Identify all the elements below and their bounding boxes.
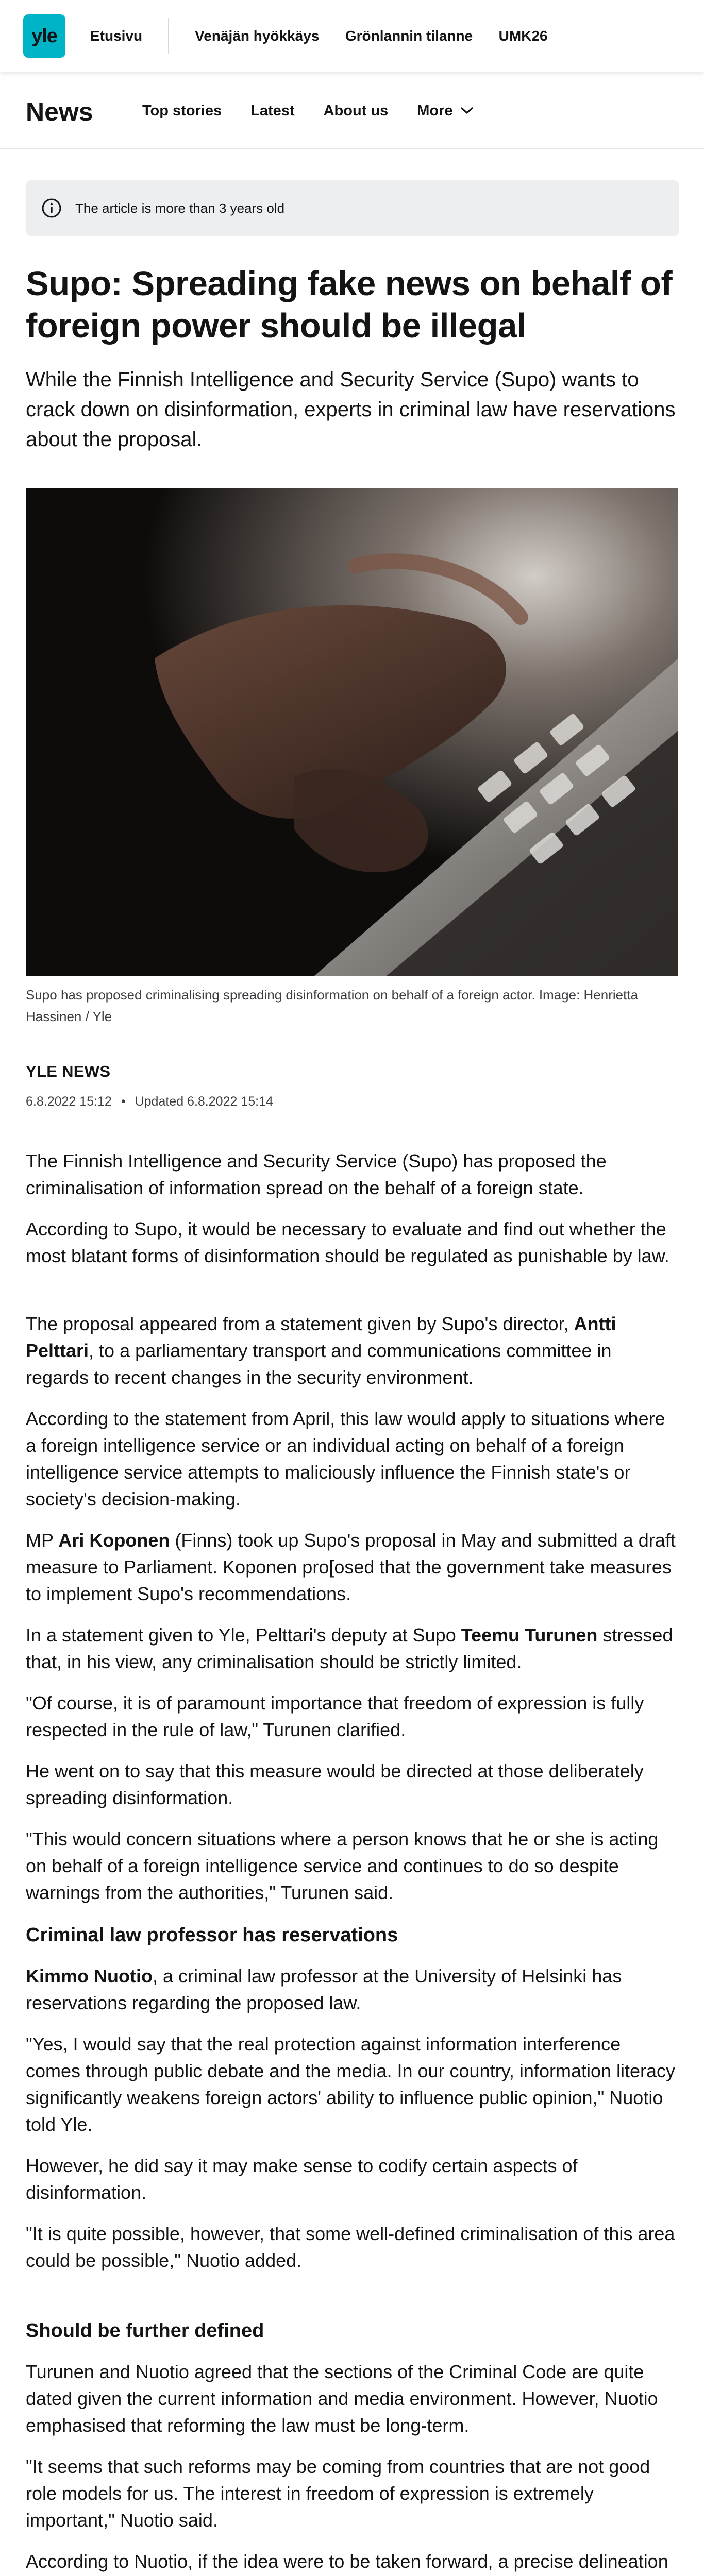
nav-divider	[168, 18, 169, 54]
yle-logo[interactable]: yle	[23, 14, 65, 58]
section-header	[0, 72, 704, 149]
published-date: 6.8.2022 15:12	[26, 1094, 112, 1109]
paragraph-9: "This would concern situations where a person knows that he or she is acting on behalf of a foreign intelligence service and continues to do so despite warnings from the authorities," Turunen said.	[26, 1828, 659, 1903]
date-separator: •	[121, 1094, 126, 1109]
nav-home-link[interactable]: Etusivu	[90, 28, 143, 44]
info-icon	[41, 198, 62, 218]
paragraph-5	[26, 1527, 679, 1607]
tab-about-us[interactable]: About us	[323, 102, 389, 119]
person-name: Ari Koponen	[58, 1530, 170, 1551]
paragraph-6-text-b: stressed that, in his view, any criminalisation should be strictly limited.	[26, 1624, 673, 1672]
paragraph-14: Turunen and Nuotio agreed that the sections of the Criminal Code are quite dated given the current information and media environment. However, Nuotio emphasised that reforming the law must be long-term.	[26, 2361, 658, 2436]
paragraph-3-text-a: The proposal appeared from a statement given by Supo's director,	[26, 1313, 574, 1334]
paragraph-12: However, he did say it may make sense to codify certain aspects of disinformation.	[26, 2155, 578, 2203]
image-caption: Supo has proposed criminalising spreading disinformation on behalf of a foreign actor. Image: Henrietta Hassinen / Yle	[26, 987, 639, 1024]
paragraph-15: "It seems that such reforms may be coming from countries that are not good role models for us. The interest in freedom of expression is extremely important," Nuotio said.	[26, 2456, 650, 2531]
paragraph-2: According to Supo, it would be necessary to evaluate and find out whether the most blatant forms of disinformation should be regulated as punishable by law.	[26, 1218, 669, 1266]
more-menu-button[interactable]	[417, 103, 473, 120]
nav-links	[195, 28, 571, 44]
paragraph-7: "Of course, it is of paramount importance that freedom of expression is fully respected in the rule of law," Turunen clarified.	[26, 1692, 644, 1740]
article-byline[interactable]: YLE NEWS	[26, 1062, 111, 1080]
paragraph-5-text-b: (Finns) took up Supo's proposal in May and submitted a draft measure to Parliament. Koponen pro[osed that the government take measures to implement Supo's recommendations.	[26, 1530, 676, 1604]
section-navigation	[142, 72, 502, 149]
subheading-criminal-law: Criminal law professor has reservations	[26, 1924, 398, 1946]
person-name: Teemu Turunen	[461, 1624, 598, 1646]
chevron-down-icon	[460, 107, 474, 115]
paragraph-5-text-a: MP	[26, 1530, 59, 1551]
nav-link-umk26[interactable]: UMK26	[498, 28, 548, 44]
paragraph-6	[26, 1622, 679, 1675]
paragraph-3	[26, 1311, 679, 1391]
top-navigation	[90, 0, 572, 72]
article-headline: Supo: Spreading fake news on behalf of foreign power should be illegal	[26, 264, 673, 345]
paragraph-11: "Yes, I would say that the real protection against information interference comes through public debate and the media. In our country, information literacy significantly weakens foreign actors' ability to influence public opinion," Nuotio told Yle.	[26, 2033, 676, 2135]
article-lead: While the Finnish Intelligence and Security Service (Supo) wants to crack down on disinformation, experts in criminal law have reservations about the proposal.	[26, 368, 676, 451]
paragraph-13: "It is quite possible, however, that some well-defined criminalisation of this area could be possible," Nuotio added.	[26, 2223, 675, 2271]
paragraph-10-text: , a criminal law professor at the University of Helsinki has reservations regarding the proposed law.	[26, 1965, 622, 2013]
updated-date: Updated 6.8.2022 15:14	[135, 1094, 273, 1109]
nav-link-russia-invasion[interactable]: Venäjän hyökkäys	[195, 28, 320, 44]
paragraph-1: The Finnish Intelligence and Security Service (Supo) has proposed the criminalisation of information spread on the behalf of a foreign state.	[26, 1150, 607, 1198]
nav-link-greenland[interactable]: Grönlannin tilanne	[345, 28, 473, 44]
paragraph-8: He went on to say that this measure would be directed at those deliberately spreading disinformation.	[26, 1760, 644, 1808]
paragraph-3-text-b: , to a parliamentary transport and communications committee in regards to recent changes in the security environment.	[26, 1340, 612, 1388]
person-name: Kimmo Nuotio	[26, 1965, 153, 1987]
paragraph-6-text-a: In a statement given to Yle, Pelttari's deputy at Supo	[26, 1624, 461, 1646]
subheading-further-defined: Should be further defined	[26, 2320, 264, 2342]
tab-top-stories[interactable]: Top stories	[142, 102, 222, 119]
notice-text: The article is more than 3 years old	[75, 200, 285, 216]
person-name: Antti Pelttari	[26, 1313, 616, 1361]
more-menu-label: More	[417, 102, 453, 119]
paragraph-16: According to Nuotio, if the idea were to be taken forward, a precise delineation	[26, 2551, 668, 2572]
hero-image-laptop-typing	[26, 488, 678, 976]
site-header	[0, 0, 704, 72]
article-dates	[26, 1094, 273, 1109]
paragraph-10	[26, 1963, 679, 2016]
paragraph-4: According to the statement from April, this law would apply to situations where a foreign intelligence service or an individual acting on behalf of a foreign intelligence service attempts to maliciously influence the Finnish state's or society's decision-making.	[26, 1408, 665, 1510]
section-title[interactable]: News	[26, 97, 93, 126]
article-age-notice	[26, 180, 679, 236]
tab-latest[interactable]: Latest	[250, 102, 295, 119]
